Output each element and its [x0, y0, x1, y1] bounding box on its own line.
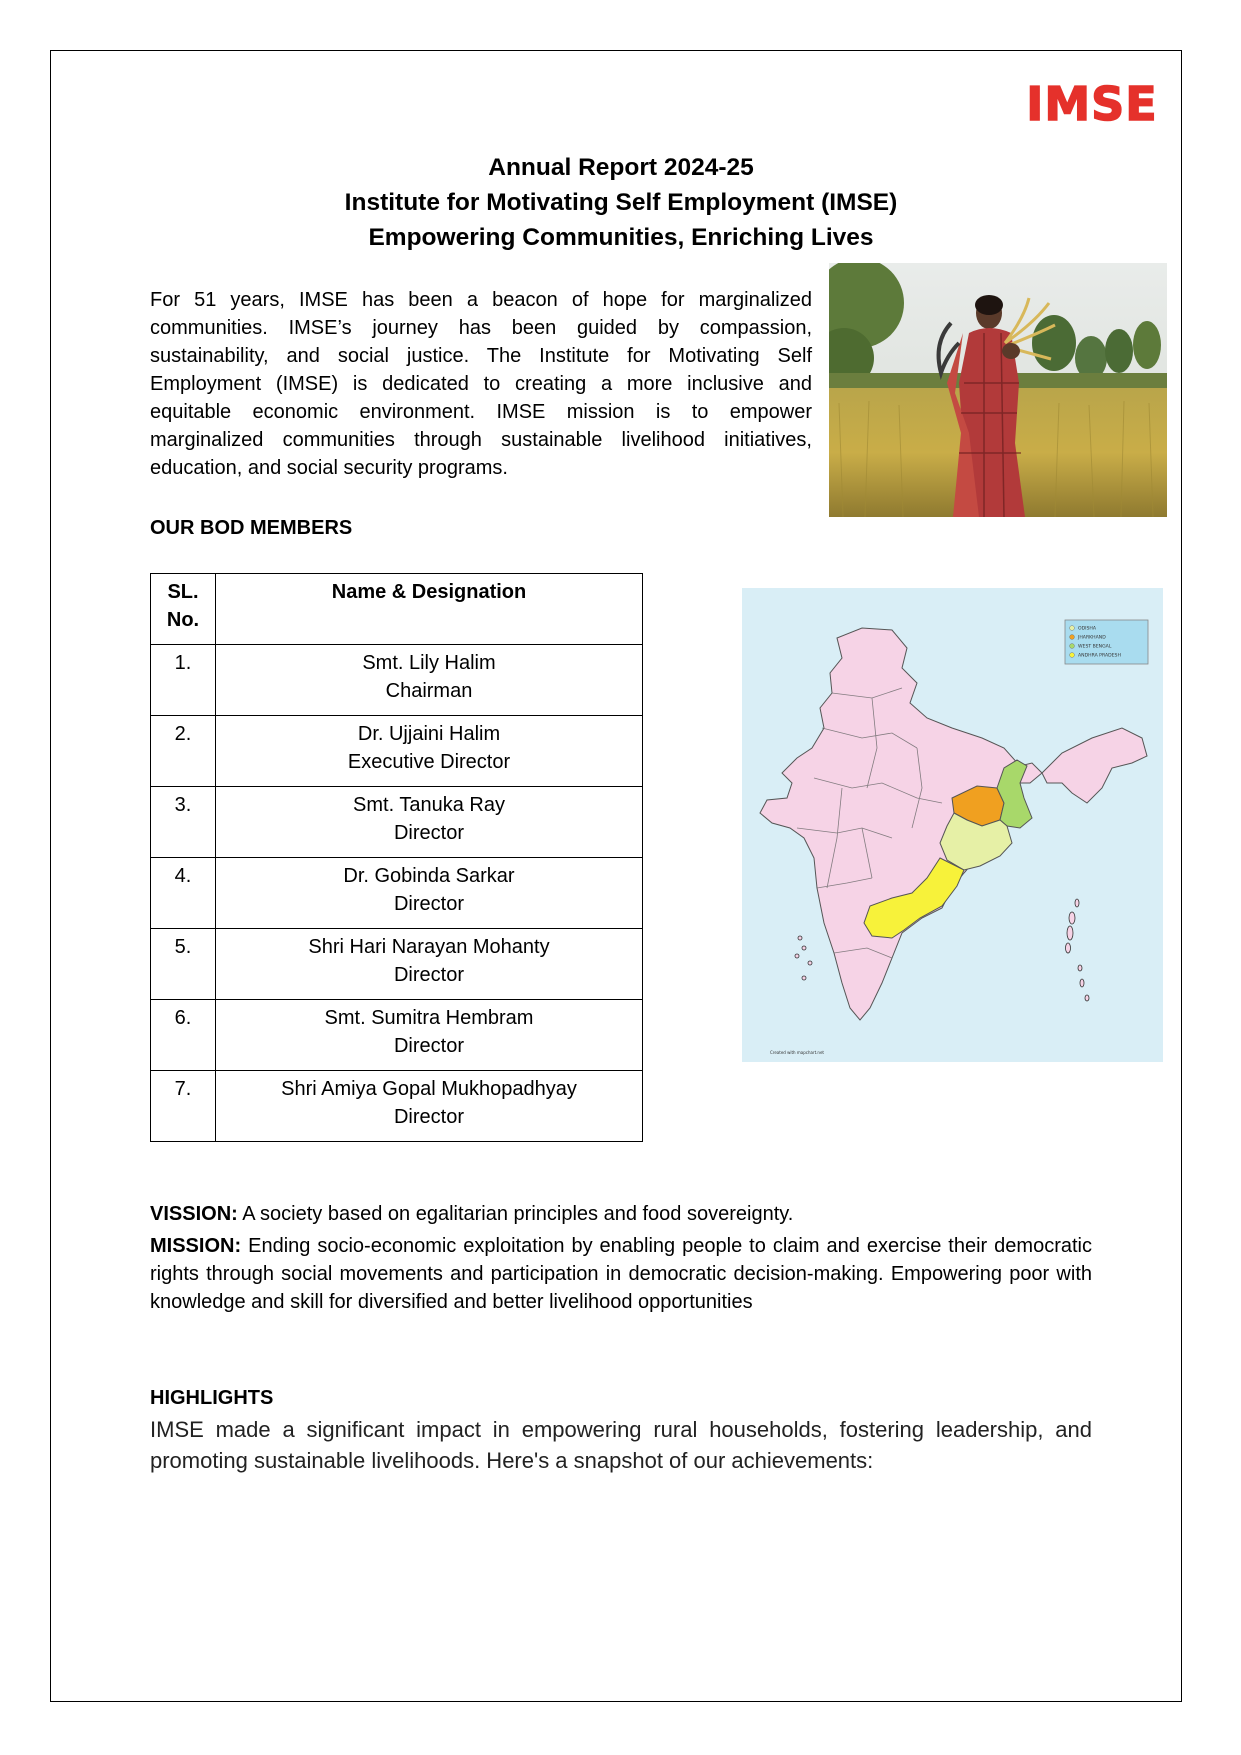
sl-no-cell: 6.	[151, 1000, 216, 1071]
table-row	[151, 858, 643, 929]
tagline: Empowering Communities, Enriching Lives	[368, 224, 874, 251]
table-header-row	[151, 574, 643, 645]
table-row	[151, 1000, 643, 1071]
member-designation: Director	[393, 1035, 464, 1057]
name-designation-cell	[216, 858, 643, 929]
organization-name: Institute for Motivating Self Employment (IMSE)	[344, 189, 898, 216]
member-designation: Chairman	[385, 680, 473, 702]
legend-swatch	[1070, 635, 1075, 640]
sl-no-cell: 4.	[151, 858, 216, 929]
imse-logo	[1016, 72, 1168, 132]
highlights-text: IMSE made a significant impact in empowering rural households, fostering leadership, and promoting sustainable livelihoods. Here's a snapshot of our achievements:	[150, 1417, 1092, 1473]
bod-heading: OUR BOD MEMBERS	[150, 517, 353, 539]
member-designation: Director	[393, 1106, 464, 1128]
report-title: Annual Report 2024-25	[488, 154, 754, 181]
mission-text: Ending socio-economic exploitation by enabling people to claim and exercise their democratic rights through social movements and participation in democratic decision-making. Empowering poor with knowledge and skill for diversified and better livelihood opportunities	[150, 1235, 1092, 1313]
member-name: Smt. Sumitra Hembram	[324, 1007, 534, 1029]
report-titles	[150, 150, 1092, 255]
table-row	[151, 716, 643, 787]
name-designation-cell	[216, 929, 643, 1000]
member-name: Shri Hari Narayan Mohanty	[308, 936, 550, 958]
name-designation-cell	[216, 787, 643, 858]
legend-label: JHARKHAND	[1078, 635, 1106, 641]
sl-no-cell: 5.	[151, 929, 216, 1000]
name-designation-cell	[216, 1000, 643, 1071]
name-designation-cell	[216, 716, 643, 787]
table-row	[151, 787, 643, 858]
vision-statement	[150, 1200, 1092, 1228]
name-designation-header: Name & Designation	[216, 574, 643, 645]
legend-swatch	[1070, 653, 1075, 658]
name-designation-cell	[216, 645, 643, 716]
name-designation-cell	[216, 1071, 643, 1142]
sl-no-cell: 2.	[151, 716, 216, 787]
member-designation: Director	[393, 893, 464, 915]
member-name: Smt. Lily Halim	[362, 652, 496, 674]
member-name: Dr. Gobinda Sarkar	[343, 865, 515, 887]
table-row	[151, 929, 643, 1000]
table-row	[151, 1071, 643, 1142]
legend-swatch	[1070, 626, 1075, 631]
legend-label: WEST BENGAL	[1078, 644, 1112, 650]
legend-swatch	[1070, 644, 1075, 649]
legend-label: ODISHA	[1078, 626, 1097, 632]
member-designation: Executive Director	[347, 751, 511, 773]
sl-no-cell: 1.	[151, 645, 216, 716]
intro-paragraph: For 51 years, IMSE has been a beacon of hope for marginalized communities. IMSE’s journey has been guided by compassion, sustainability, and social justice. The Institute for Motivating Self Employment (IMSE) is dedicated to creating a more inclusive and equitable economic environment. IMSE mission is to empower marginalized communities through sustainable livelihood initiatives, education, and social security programs.	[150, 289, 812, 479]
member-designation: Director	[393, 822, 464, 844]
india-states-map	[742, 588, 1163, 1062]
map-legend	[1065, 620, 1148, 664]
sl-no-header: SL. No.	[151, 574, 216, 645]
member-name: Dr. Ujjaini Halim	[357, 723, 501, 745]
member-name: Shri Amiya Gopal Mukhopadhyay	[281, 1078, 577, 1100]
table-row	[151, 645, 643, 716]
bod-table	[150, 573, 643, 1142]
legend-label: ANDHRA PRADESH	[1078, 653, 1121, 659]
highlights-heading: HIGHLIGHTS	[150, 1387, 274, 1409]
member-name: Smt. Tanuka Ray	[353, 794, 505, 816]
vision-text: A society based on egalitarian principles and food sovereignty.	[237, 1203, 794, 1225]
sl-no-cell: 3.	[151, 787, 216, 858]
vision-label: VISSION:	[150, 1203, 238, 1225]
sl-no-cell: 7.	[151, 1071, 216, 1142]
member-designation: Director	[393, 964, 464, 986]
mission-label: MISSION:	[150, 1235, 242, 1257]
farmer-woman-photo	[829, 263, 1167, 517]
mission-statement	[150, 1232, 1092, 1316]
logo-text: IMSE	[1026, 77, 1158, 131]
map-credit: Created with mapchart.net	[770, 1050, 824, 1055]
vision-mission	[150, 1200, 1092, 1316]
